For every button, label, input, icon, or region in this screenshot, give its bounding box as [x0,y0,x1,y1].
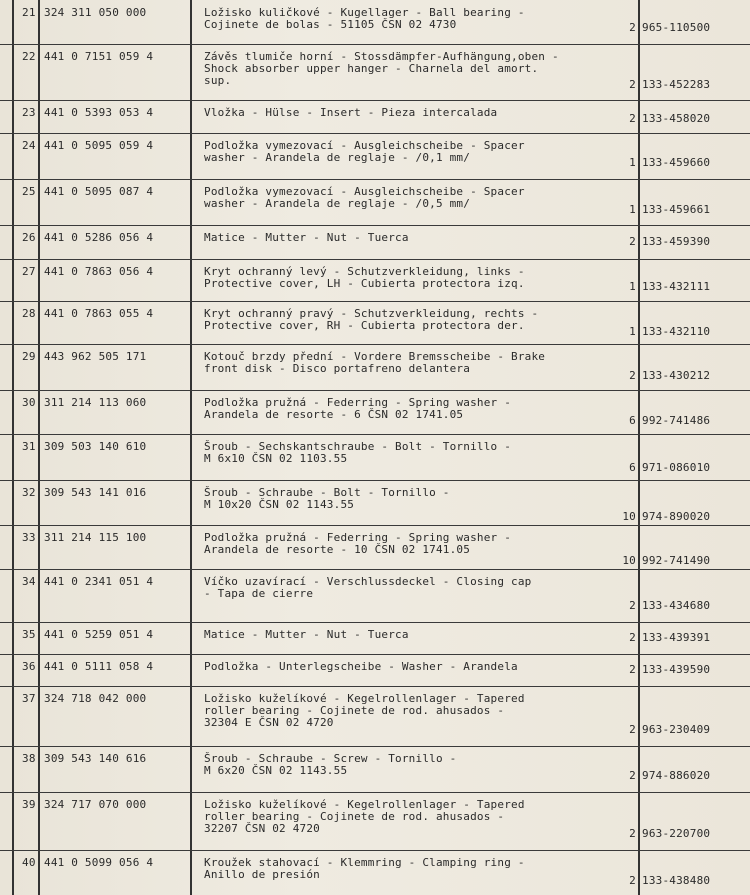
table-row [0,525,750,570]
quantity: 2 [629,723,636,736]
part-description: Matice - Mutter - Nut - Tuerca [204,628,409,641]
quantity: 2 [629,663,636,676]
position-number: 31 [22,440,36,453]
part-number: 309 543 141 016 [44,486,147,499]
position-number: 21 [22,6,36,19]
part-description: Ložisko kuželíkové - Kegelrollenlager - Tapered roller bearing - Cojinete de rod. ahusados - 32304 E ČSN 02 4720 [204,692,525,729]
catalog-number: 963-220700 [642,827,711,840]
part-number: 311 214 115 100 [44,531,147,544]
quantity: 2 [629,599,636,612]
table-row [0,100,750,134]
table-row [0,654,750,687]
part-description: Kotouč brzdy přední - Vordere Bremsscheibe - Brake front disk - Disco portafreno delantera [204,350,546,375]
catalog-number: 133-452283 [642,78,711,91]
catalog-number: 133-432111 [642,280,711,293]
part-number: 441 0 7863 056 4 [44,265,154,278]
position-number: 30 [22,396,36,409]
part-number: 441 0 7151 059 4 [44,50,154,63]
position-number: 28 [22,307,36,320]
table-row [0,259,750,302]
table-row [0,44,750,101]
part-number: 311 214 113 060 [44,396,147,409]
part-description: Šroub - Sechskantschraube - Bolt - Tornillo - M 6x10 ČSN 02 1103.55 [204,440,512,465]
part-number: 441 0 5286 056 4 [44,231,154,244]
part-number: 324 717 070 000 [44,798,147,811]
position-number: 27 [22,265,36,278]
catalog-number: 133-459661 [642,203,711,216]
table-row [0,850,750,895]
part-number: 441 0 7863 055 4 [44,307,154,320]
part-number: 441 0 5111 058 4 [44,660,154,673]
table-row [0,390,750,435]
catalog-number: 133-430212 [642,369,711,382]
position-number: 34 [22,575,36,588]
catalog-number: 974-886020 [642,769,711,782]
position-number: 35 [22,628,36,641]
table-row [0,792,750,851]
part-number: 441 0 5259 051 4 [44,628,154,641]
table-row [0,225,750,260]
part-description: Závěs tlumiče horní - Stossdämpfer-Aufhängung,oben - Shock absorber upper hanger - Charnela del amort. sup. [204,50,559,87]
catalog-number: 965-110500 [642,21,711,34]
quantity: 2 [629,78,636,91]
quantity: 1 [629,280,636,293]
position-number: 37 [22,692,36,705]
table-row [0,344,750,391]
part-number: 324 718 042 000 [44,692,147,705]
position-number: 33 [22,531,36,544]
quantity: 10 [622,554,636,567]
table-row [0,622,750,655]
table-row [0,480,750,526]
table-row [0,133,750,180]
quantity: 2 [629,112,636,125]
position-number: 38 [22,752,36,765]
position-number: 24 [22,139,36,152]
part-number: 443 962 505 171 [44,350,147,363]
position-number: 29 [22,350,36,363]
catalog-number: 971-086010 [642,461,711,474]
quantity: 1 [629,325,636,338]
quantity: 1 [629,203,636,216]
catalog-number: 133-439391 [642,631,711,644]
catalog-number: 133-432110 [642,325,711,338]
position-number: 32 [22,486,36,499]
part-description: Podložka pružná - Federring - Spring washer - Arandela de resorte - 6 ČSN 02 1741.05 [204,396,512,421]
part-description: Podložka pružná - Federring - Spring washer - Arandela de resorte - 10 ČSN 02 1741.05 [204,531,512,556]
quantity: 2 [629,874,636,887]
table-row [0,746,750,793]
part-description: Ložisko kuličkové - Kugellager - Ball bearing - Cojinete de bolas - 51105 ČSN 02 4730 [204,6,525,31]
catalog-number: 963-230409 [642,723,711,736]
table-row [0,569,750,623]
quantity: 2 [629,21,636,34]
part-number: 441 0 5099 056 4 [44,856,154,869]
quantity: 2 [629,827,636,840]
position-number: 23 [22,106,36,119]
part-description: Kryt ochranný pravý - Schutzverkleidung, rechts - Protective cover, RH - Cubierta protectora der. [204,307,539,332]
part-description: Víčko uzavírací - Verschlussdeckel - Closing cap - Tapa de cierre [204,575,532,600]
position-number: 36 [22,660,36,673]
catalog-number: 133-434680 [642,599,711,612]
quantity: 1 [629,156,636,169]
part-description: Kryt ochranný levý - Schutzverkleidung, links - Protective cover, LH - Cubierta protectora izq. [204,265,525,290]
part-description: Kroužek stahovací - Klemmring - Clamping ring - Anillo de presión [204,856,525,881]
quantity: 10 [622,510,636,523]
catalog-number: 133-459390 [642,235,711,248]
part-description: Šroub - Schraube - Bolt - Tornillo - M 10x20 ČSN 02 1143.55 [204,486,450,511]
part-number: 309 543 140 616 [44,752,147,765]
position-number: 40 [22,856,36,869]
part-number: 324 311 050 000 [44,6,147,19]
catalog-number: 133-439590 [642,663,711,676]
catalog-number: 133-458020 [642,112,711,125]
quantity: 2 [629,369,636,382]
part-number: 441 0 5393 053 4 [44,106,154,119]
part-description: Ložisko kuželíkové - Kegelrollenlager - Tapered roller bearing - Cojinete de rod. ahusados - 32207 ČSN 02 4720 [204,798,525,835]
quantity: 2 [629,235,636,248]
table-row [0,301,750,345]
position-number: 39 [22,798,36,811]
table-row [0,179,750,226]
quantity: 2 [629,769,636,782]
part-number: 309 503 140 610 [44,440,147,453]
part-description: Podložka vymezovací - Ausgleichscheibe - Spacer washer - Arandela de reglaje - /0,1 mm/ [204,139,525,164]
catalog-number: 992-741490 [642,554,711,567]
part-number: 441 0 2341 051 4 [44,575,154,588]
position-number: 26 [22,231,36,244]
table-row [0,686,750,747]
quantity: 6 [629,461,636,474]
catalog-number: 133-438480 [642,874,711,887]
quantity: 2 [629,631,636,644]
catalog-number: 992-741486 [642,414,711,427]
part-description: Podložka vymezovací - Ausgleichscheibe - Spacer washer - Arandela de reglaje - /0,5 mm/ [204,185,525,210]
part-number: 441 0 5095 059 4 [44,139,154,152]
catalog-number: 133-459660 [642,156,711,169]
table-row [0,434,750,481]
part-description: Šroub - Schraube - Screw - Tornillo - M 6x20 ČSN 02 1143.55 [204,752,457,777]
part-description: Vložka - Hülse - Insert - Pieza intercalada [204,106,498,119]
catalog-number: 974-890020 [642,510,711,523]
part-number: 441 0 5095 087 4 [44,185,154,198]
table-row [0,0,750,45]
position-number: 25 [22,185,36,198]
part-description: Podložka - Unterlegscheibe - Washer - Arandela [204,660,518,673]
quantity: 6 [629,414,636,427]
part-description: Matice - Mutter - Nut - Tuerca [204,231,409,244]
position-number: 22 [22,50,36,63]
